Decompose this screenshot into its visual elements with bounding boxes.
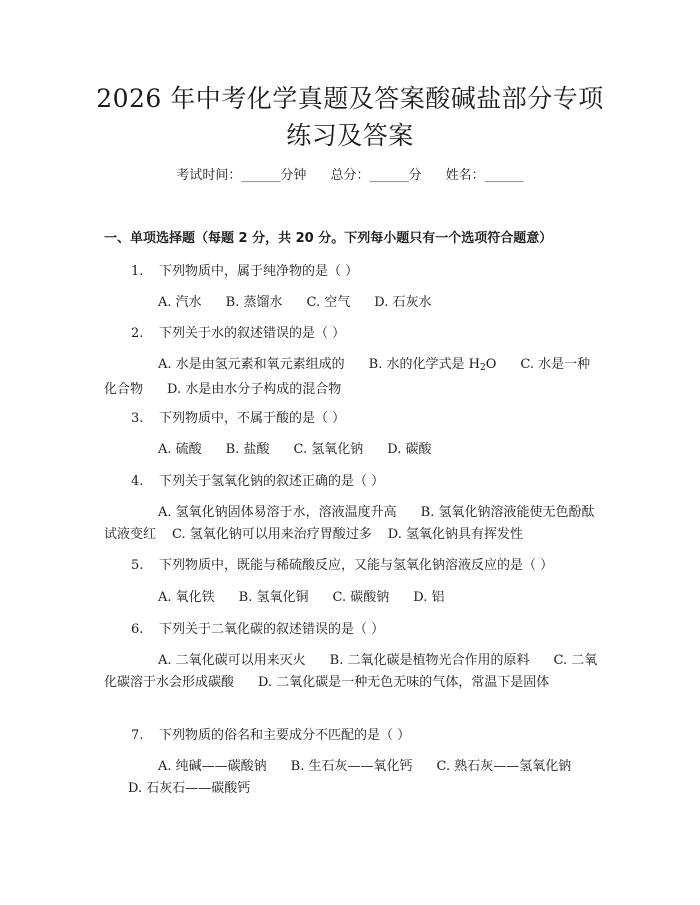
question-4-options — [104, 502, 600, 546]
option-d: D. 石灰水 — [374, 295, 432, 310]
question-7 — [131, 726, 410, 746]
option-d: D. 石灰石——碳酸钙 — [128, 781, 251, 796]
option-b: B. 水的化学式是 $H_2O$ — [368, 357, 497, 373]
question-number: 4. — [131, 474, 144, 489]
question-number: 5. — [131, 558, 144, 573]
option-b: B. 氢氧化铜 — [238, 590, 309, 605]
option-b: B. 生石灰——氧化钙 — [290, 759, 413, 774]
question-5-options — [158, 587, 444, 609]
exam-time-field: 考试时间：______分钟 — [176, 168, 307, 183]
option-c: C. 氢氧化钠可以用来治疗胃酸过多 — [172, 527, 372, 542]
question-1-options — [158, 292, 431, 314]
question-stem: 下列关于氢氧化钠的叙述正确的是（ ） — [159, 474, 385, 489]
option-c: C. 水是一种化合物 — [104, 357, 591, 397]
option-a: A. 硫酸 — [158, 442, 202, 457]
question-stem: 下列关于二氧化碳的叙述错误的是（ ） — [159, 622, 385, 637]
option-d: D. 氢氧化钠具有挥发性 — [387, 527, 523, 542]
section-heading: 一、单项选择题（每题 2 分，共 20 分。下列每小题只有一个选项符合题意） — [104, 231, 553, 246]
exam-meta — [0, 166, 700, 186]
question-number: 1. — [131, 264, 144, 279]
option-c: C. 熟石灰——氢氧化钠 — [436, 759, 572, 774]
option-c: C. 空气 — [306, 295, 351, 310]
question-stem: 下列关于水的叙述错误的是（ ） — [159, 326, 346, 341]
option-d: D. 铝 — [413, 590, 445, 605]
title-line-2: 练习及答案 — [286, 121, 414, 150]
name-field: 姓名：______ — [445, 168, 524, 183]
question-7-options — [104, 756, 600, 800]
option-c: C. 碳酸钠 — [332, 590, 390, 605]
question-2-options — [104, 354, 600, 401]
question-number: 7. — [131, 728, 144, 743]
option-b: B. 氢氧化钠溶液能使无色酚酞试液变红 — [104, 505, 595, 542]
option-a: A. 水是由氢元素和氧元素组成的 — [158, 357, 345, 372]
option-a: A. 氧化铁 — [158, 590, 215, 605]
question-stem: 下列物质中，属于纯净物的是（ ） — [159, 264, 359, 279]
page-title — [60, 80, 640, 154]
option-b: B. 二氧化碳是植物光合作用的原料 — [329, 653, 530, 668]
question-stem: 下列物质的俗名和主要成分不匹配的是（ ） — [159, 728, 411, 743]
option-b: B. 盐酸 — [225, 442, 270, 457]
question-3-options — [158, 439, 431, 461]
question-number: 6. — [131, 622, 144, 637]
option-d: D. 二氧化碳是一种无色无味的气体，常温下是固体 — [258, 675, 550, 690]
question-stem: 下列物质中，既能与稀硫酸反应，又能与氢氧化钠溶液反应的是（ ） — [159, 558, 554, 573]
question-6 — [131, 620, 384, 640]
option-a: A. 氢氧化钠固体易溶于水，溶液温度升高 — [158, 505, 397, 520]
option-d: D. 碳酸 — [387, 442, 432, 457]
option-a: A. 二氧化碳可以用来灭火 — [158, 653, 306, 668]
question-3 — [131, 409, 345, 429]
option-d: D. 水是由水分子构成的混合物 — [167, 382, 342, 397]
question-number: 3. — [131, 411, 144, 426]
option-a: A. 汽水 — [158, 295, 202, 310]
question-5 — [131, 556, 553, 576]
option-b: B. 蒸馏水 — [225, 295, 283, 310]
question-4 — [131, 472, 384, 492]
question-number: 2. — [131, 326, 144, 341]
total-score-field: 总分：______分 — [330, 168, 422, 183]
option-c: C. 二氧化碳溶于水会形成碳酸 — [104, 653, 598, 690]
question-1 — [131, 262, 358, 282]
title-line-1: 2026 年中考化学真题及答案酸碱盐部分专项 — [96, 84, 604, 113]
option-a: A. 纯碱——碳酸钠 — [158, 759, 267, 774]
question-6-options — [104, 650, 600, 694]
option-c: C. 氢氧化钠 — [293, 442, 364, 457]
question-2 — [131, 324, 345, 344]
question-stem: 下列物质中，不属于酸的是（ ） — [159, 411, 346, 426]
